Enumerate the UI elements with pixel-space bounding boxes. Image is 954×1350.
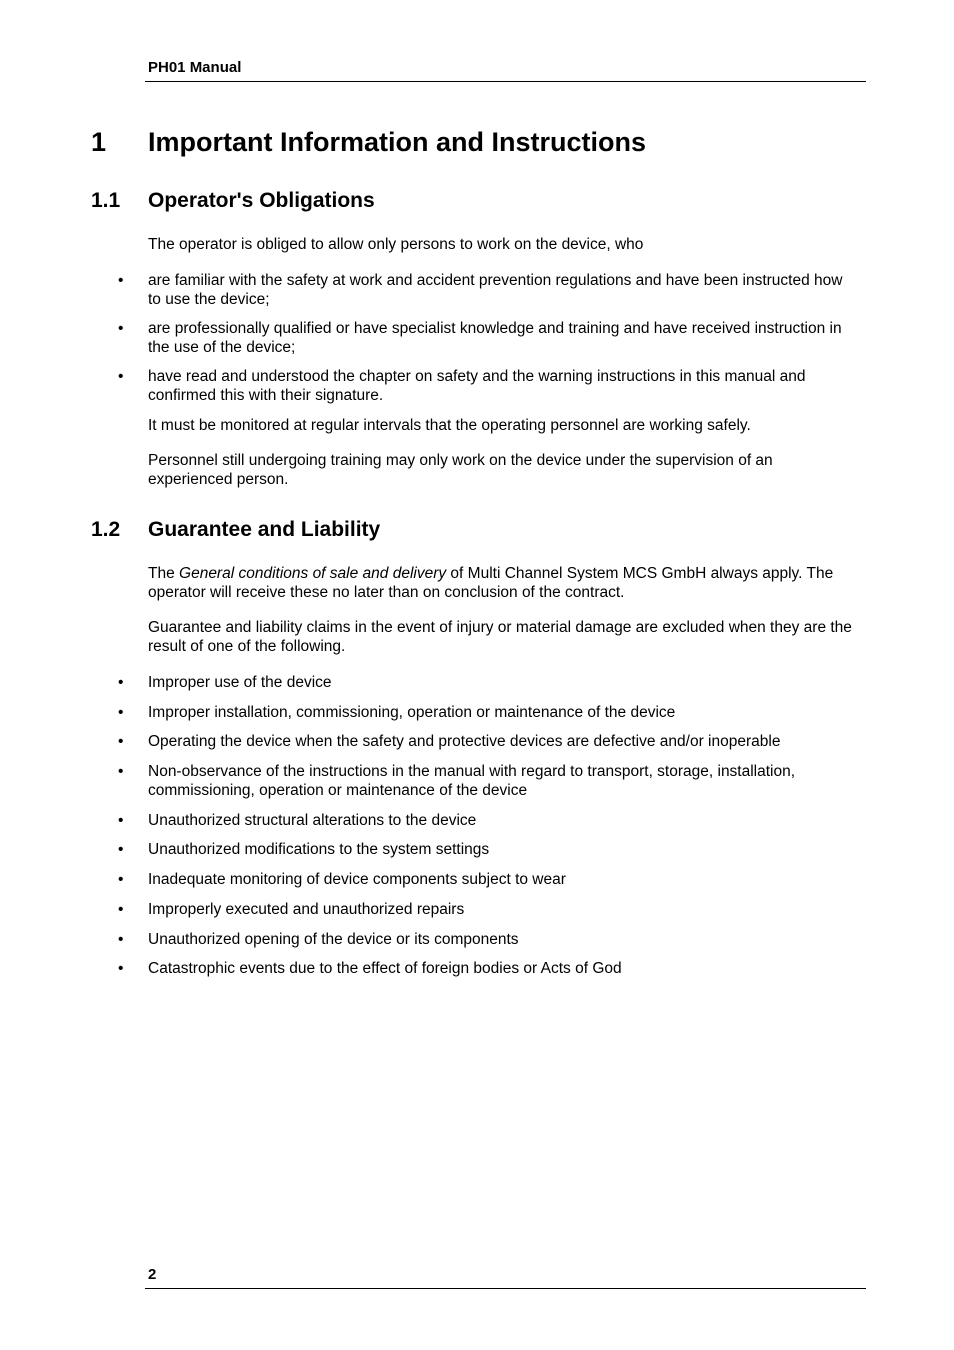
bullet-icon: •	[118, 960, 124, 978]
bullet-icon: •	[118, 841, 124, 859]
header-rule	[145, 81, 866, 82]
conditions-document-name: General conditions of sale and delivery	[179, 565, 447, 582]
bullet-icon: •	[118, 871, 124, 889]
list-item	[118, 732, 858, 751]
section-heading-operators-obligations	[91, 189, 375, 213]
list-item-text: have read and understood the chapter on safety and the warning instructions in this manual and confirmed this with their signature.	[148, 368, 806, 404]
list-item-text: Unauthorized structural alterations to the device	[148, 811, 477, 829]
list-item	[118, 319, 858, 357]
operator-intro-paragraph: The operator is obliged to allow only persons to work on the device, who	[148, 236, 644, 253]
list-item-text: are familiar with the safety at work and accident prevention regulations and have been instructed how to use the device;	[148, 272, 843, 308]
bullet-icon: •	[118, 811, 124, 829]
bullet-icon: •	[118, 368, 124, 385]
running-header-title: PH01 Manual	[148, 59, 242, 76]
list-item-text: Improperly executed and unauthorized repairs	[148, 900, 465, 918]
list-item	[118, 271, 858, 309]
list-item-text: Inadequate monitoring of device components subject to wear	[148, 871, 566, 889]
section-title: Guarantee and Liability	[148, 518, 381, 541]
list-item	[118, 811, 858, 830]
list-item-text: Unauthorized modifications to the system settings	[148, 841, 490, 859]
training-paragraph: Personnel still undergoing training may only work on the device under the supervision of an experienced person.	[148, 452, 773, 488]
bullet-icon: •	[118, 320, 124, 337]
list-item-text: are professionally qualified or have specialist knowledge and training and have received instruction in the use of the device;	[148, 320, 842, 356]
bullet-icon: •	[118, 930, 124, 948]
list-item	[118, 840, 858, 859]
bullet-icon: •	[118, 272, 124, 289]
list-item-text: Operating the device when the safety and protective devices are defective and/or inoperable	[148, 733, 781, 751]
footer-rule	[145, 1288, 866, 1289]
list-item	[118, 762, 858, 800]
list-item-text: Improper installation, commissioning, operation or maintenance of the device	[148, 703, 676, 721]
list-item	[118, 870, 858, 889]
list-item	[118, 900, 858, 919]
list-item	[118, 959, 858, 978]
chapter-heading	[91, 127, 646, 158]
bullet-icon: •	[118, 733, 124, 751]
list-item-text: Catastrophic events due to the effect of foreign bodies or Acts of God	[148, 960, 622, 978]
bullet-icon: •	[118, 703, 124, 721]
list-item	[118, 703, 858, 722]
chapter-number: 1	[91, 127, 107, 157]
exclusions-list	[118, 673, 858, 989]
conditions-text-end: of Multi Channel System MCS GmbH always apply. The operator will receive these no later than on conclusion of the contract.	[148, 565, 834, 601]
list-item	[118, 930, 858, 949]
list-item-text: Non-observance of the instructions in the manual with regard to transport, storage, installation, commissioning, operation or maintenance of the device	[148, 763, 796, 800]
list-item-text: Improper use of the device	[148, 674, 332, 691]
operator-requirements-list	[118, 271, 858, 415]
bullet-icon: •	[118, 674, 124, 691]
bullet-icon: •	[118, 900, 124, 918]
list-item-text: Unauthorized opening of the device or its components	[148, 930, 519, 948]
monitoring-paragraph: It must be monitored at regular intervals that the operating personnel are working safely.	[148, 417, 751, 434]
chapter-title: Important Information and Instructions	[148, 127, 646, 157]
page-number: 2	[148, 1266, 157, 1283]
list-item	[118, 367, 858, 405]
bullet-icon: •	[118, 763, 124, 781]
section-title: Operator's Obligations	[148, 189, 375, 212]
list-item	[118, 673, 858, 692]
exclusions-paragraph: Guarantee and liability claims in the event of injury or material damage are excluded when they are the result of one of the following.	[148, 619, 852, 655]
section-heading-guarantee-liability	[91, 518, 380, 542]
section-number: 1.2	[91, 518, 121, 541]
conditions-text-start: The	[148, 565, 180, 582]
conditions-paragraph	[148, 564, 858, 602]
section-number: 1.1	[91, 189, 121, 212]
